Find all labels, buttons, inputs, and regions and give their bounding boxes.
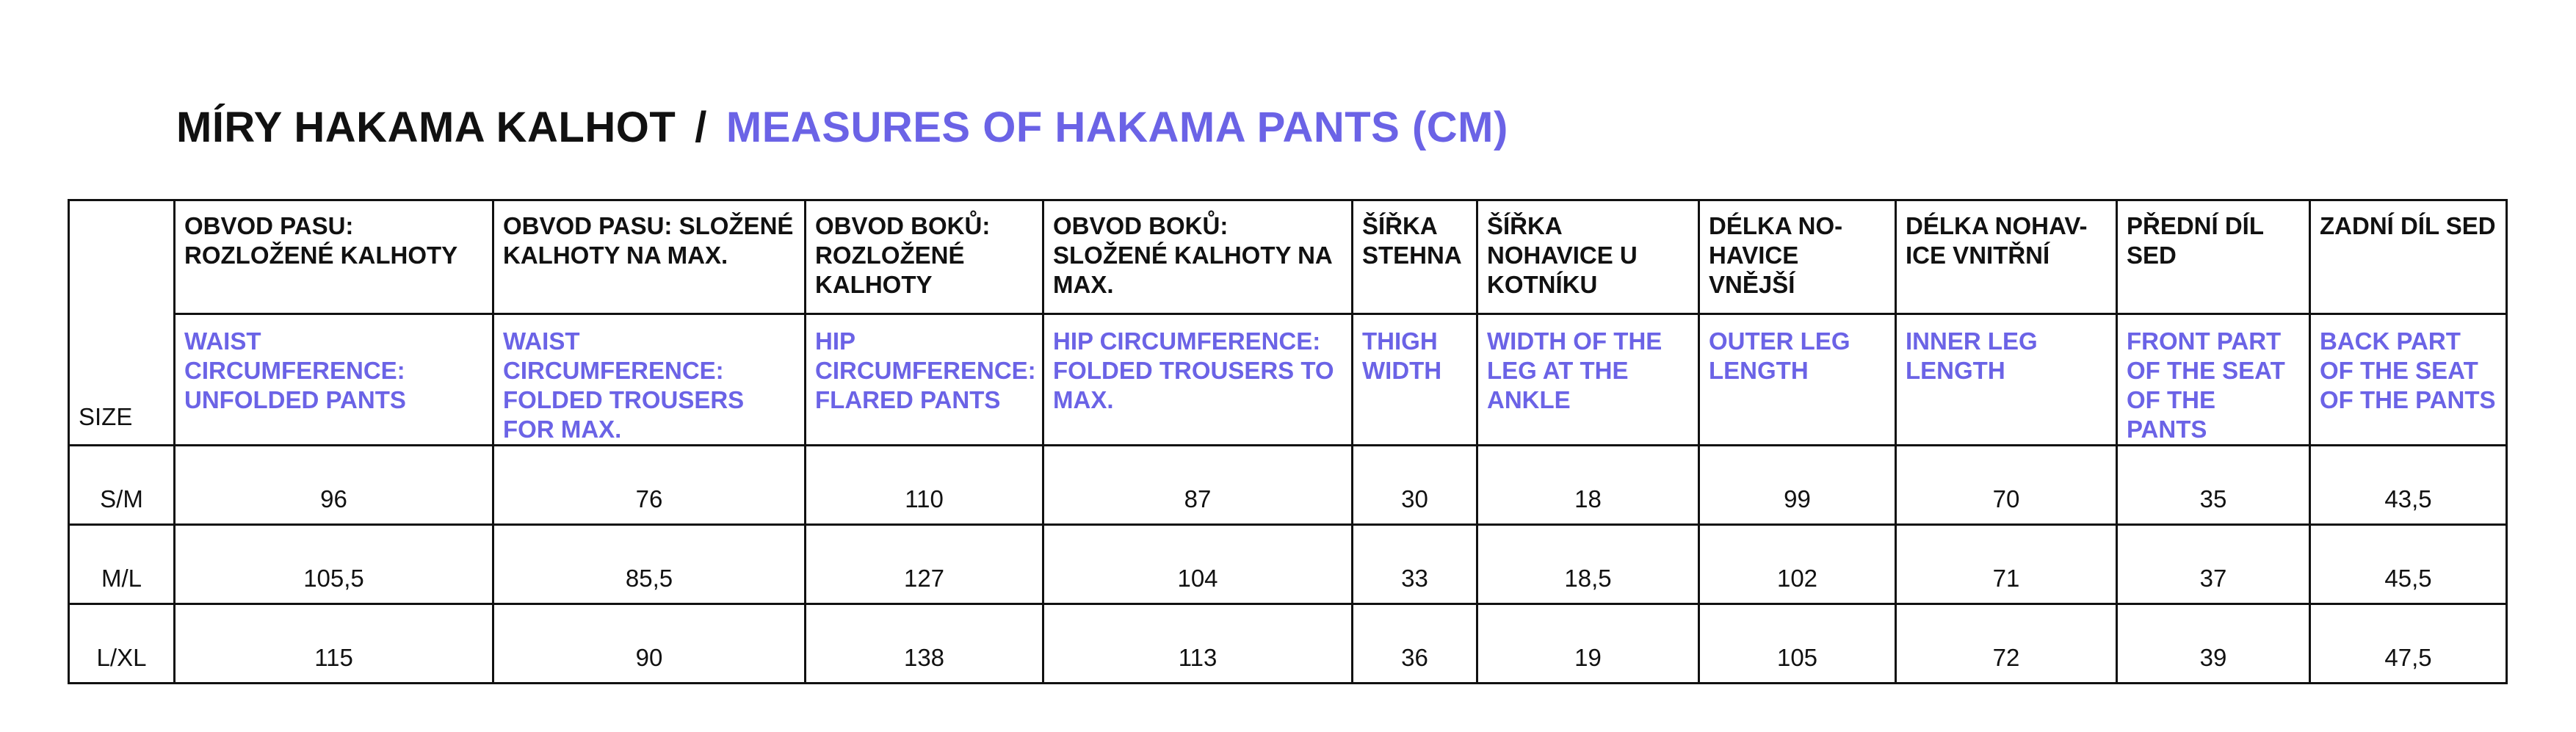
value-cell: 72 [1896, 604, 2117, 684]
table-row [69, 525, 2507, 604]
value-cell: 43,5 [2310, 446, 2507, 525]
table-row [69, 446, 2507, 525]
value-cell: 105,5 [175, 525, 493, 604]
column-header-english: OUTER LEG LENGTH [1699, 314, 1896, 446]
value-cell: 113 [1043, 604, 1353, 684]
column-header-czech: OBVOD PASU: SLOŽENÉ KALHOTY NA MAX. [493, 200, 806, 314]
column-header-czech: DÉLKA NOHAV-ICE VNITŘNÍ [1896, 200, 2117, 314]
value-cell: 102 [1699, 525, 1896, 604]
column-header-english: THIGH WIDTH [1353, 314, 1477, 446]
size-cell: L/XL [69, 604, 175, 684]
value-cell: 90 [493, 604, 806, 684]
value-cell: 138 [806, 604, 1043, 684]
title-english: MEASURES OF HAKAMA PANTS (CM) [726, 104, 1508, 151]
column-header-english: FRONT PART OF THE SEAT OF THE PANTS [2117, 314, 2310, 446]
value-cell: 47,5 [2310, 604, 2507, 684]
column-header-czech: ZADNÍ DÍL SED [2310, 200, 2507, 314]
size-chart-table [68, 199, 2508, 684]
column-header-english: WAIST CIRCUMFERENCE: FOLDED TROUSERS FOR MAX. [493, 314, 806, 446]
value-cell: 18 [1477, 446, 1699, 525]
value-cell: 30 [1353, 446, 1477, 525]
page-title [176, 103, 1508, 152]
value-cell: 39 [2117, 604, 2310, 684]
value-cell: 33 [1353, 525, 1477, 604]
value-cell: 70 [1896, 446, 2117, 525]
column-header-czech: OBVOD BOKŮ: ROZLOŽENÉ KALHOTY [806, 200, 1043, 314]
column-header-czech: OBVOD PASU: ROZLOŽENÉ KALHOTY [175, 200, 493, 314]
value-cell: 18,5 [1477, 525, 1699, 604]
value-cell: 104 [1043, 525, 1353, 604]
value-cell: 110 [806, 446, 1043, 525]
column-header-czech: PŘEDNÍ DÍL SED [2117, 200, 2310, 314]
column-header-english: HIP CIRCUMFERENCE: FOLDED TROUSERS TO MAX. [1043, 314, 1353, 446]
header-row-czech [69, 200, 2507, 314]
value-cell: 127 [806, 525, 1043, 604]
title-czech: MÍRY HAKAMA KALHOT [176, 104, 676, 151]
value-cell: 76 [493, 446, 806, 525]
value-cell: 37 [2117, 525, 2310, 604]
title-separator: / [695, 104, 707, 151]
size-cell: S/M [69, 446, 175, 525]
value-cell: 99 [1699, 446, 1896, 525]
value-cell: 35 [2117, 446, 2310, 525]
value-cell: 36 [1353, 604, 1477, 684]
column-header-english: BACK PART OF THE SEAT OF THE PANTS [2310, 314, 2507, 446]
column-header-czech: ŠÍŘKA STEHNA [1353, 200, 1477, 314]
column-header-english: WAIST CIRCUMFERENCE: UNFOLDED PANTS [175, 314, 493, 446]
header-row-english [69, 314, 2507, 446]
value-cell: 45,5 [2310, 525, 2507, 604]
size-cell: M/L [69, 525, 175, 604]
value-cell: 115 [175, 604, 493, 684]
column-header-czech: OBVOD BOKŮ: SLOŽENÉ KALHOTY NA MAX. [1043, 200, 1353, 314]
value-cell: 105 [1699, 604, 1896, 684]
value-cell: 85,5 [493, 525, 806, 604]
value-cell: 19 [1477, 604, 1699, 684]
value-cell: 87 [1043, 446, 1353, 525]
size-column-header: SIZE [69, 200, 175, 446]
column-header-english: HIP CIRCUMFERENCE: FLARED PANTS [806, 314, 1043, 446]
value-cell: 96 [175, 446, 493, 525]
column-header-czech: DÉLKA NO-HAVICE VNĚJŠÍ [1699, 200, 1896, 314]
column-header-czech: ŠÍŘKA NOHAVICE U KOTNÍKU [1477, 200, 1699, 314]
column-header-english: WIDTH OF THE LEG AT THE ANKLE [1477, 314, 1699, 446]
value-cell: 71 [1896, 525, 2117, 604]
table-row [69, 604, 2507, 684]
column-header-english: INNER LEG LENGTH [1896, 314, 2117, 446]
